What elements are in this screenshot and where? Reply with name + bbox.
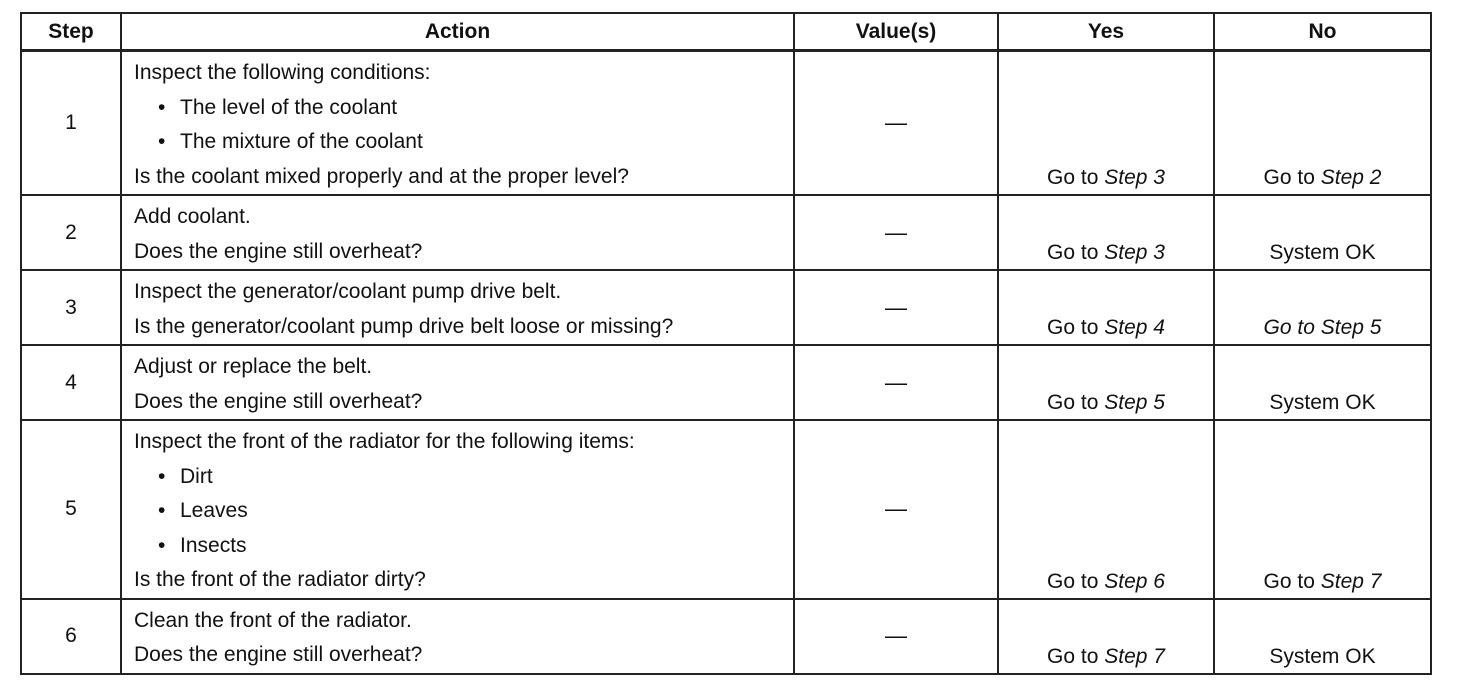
- no-cell: System OK: [1214, 195, 1431, 270]
- header-no: No: [1214, 13, 1431, 51]
- no-cell: [1214, 420, 1431, 599]
- action-question: Is the front of the radiator dirty?: [134, 568, 426, 591]
- table-row: [21, 51, 1431, 196]
- step-number: 5: [21, 420, 121, 599]
- yes-step-link: Step 6: [1104, 569, 1165, 593]
- yes-cell: [998, 599, 1214, 674]
- table-row: [21, 345, 1431, 420]
- value-cell: —: [794, 599, 998, 674]
- value-cell: —: [794, 420, 998, 599]
- yes-step-link: Step 5: [1104, 391, 1165, 414]
- action-cell: [121, 599, 794, 674]
- yes-prefix: Go to: [1047, 241, 1105, 264]
- yes-cell: [998, 345, 1214, 420]
- yes-cell: [998, 270, 1214, 345]
- bullet-icon: •: [158, 130, 166, 153]
- no-cell: [1214, 51, 1431, 196]
- action-bullet: [134, 494, 793, 529]
- header-values: Value(s): [794, 13, 998, 51]
- action-cell: [121, 195, 794, 270]
- action-question: Does the engine still overheat?: [134, 389, 423, 413]
- bullet-text: The mixture of the coolant: [180, 130, 423, 153]
- bullet-icon: •: [158, 95, 166, 119]
- action-bullet: [134, 529, 793, 564]
- table-row: [21, 195, 1431, 270]
- step-number: 4: [21, 345, 121, 420]
- step-number: 3: [21, 270, 121, 345]
- header-action: Action: [121, 13, 794, 51]
- action-question: Is the coolant mixed properly and at the proper level?: [134, 164, 629, 188]
- action-intro: Inspect the generator/coolant pump drive belt.: [134, 280, 562, 303]
- action-intro: Clean the front of the radiator.: [134, 608, 412, 632]
- table-row: [21, 599, 1431, 674]
- yes-cell: [998, 51, 1214, 196]
- yes-prefix: Go to: [1047, 316, 1105, 339]
- bullet-icon: •: [158, 499, 166, 522]
- step-number: 1: [21, 51, 121, 196]
- bullet-icon: •: [158, 464, 166, 488]
- yes-step-link: Step 4: [1104, 316, 1165, 339]
- value-cell: —: [794, 195, 998, 270]
- bullet-text: Insects: [180, 533, 247, 557]
- no-cell: System OK: [1214, 599, 1431, 674]
- header-step: Step: [21, 13, 121, 51]
- table-row: [21, 270, 1431, 345]
- no-prefix: Go to: [1263, 569, 1321, 593]
- yes-step-link: Step 7: [1104, 644, 1165, 668]
- action-intro: Inspect the front of the radiator for the following items:: [134, 430, 635, 453]
- action-question: Is the generator/coolant pump drive belt loose or missing?: [134, 314, 674, 338]
- value-cell: —: [794, 270, 998, 345]
- value-cell: —: [794, 345, 998, 420]
- bullet-text: Dirt: [180, 464, 213, 488]
- yes-prefix: Go to: [1047, 644, 1105, 668]
- yes-cell: [998, 420, 1214, 599]
- action-bullet: [134, 460, 793, 495]
- step-number: 2: [21, 195, 121, 270]
- yes-prefix: Go to: [1047, 569, 1105, 593]
- action-bullet: [134, 125, 793, 160]
- header-row: [21, 13, 1431, 51]
- action-question: Does the engine still overheat?: [134, 643, 423, 666]
- action-cell: [121, 420, 794, 599]
- no-step-link: Step 7: [1320, 569, 1382, 593]
- diagnostic-table: [20, 12, 1432, 675]
- bullet-text: Leaves: [180, 499, 248, 522]
- action-intro: Inspect the following conditions:: [134, 61, 431, 84]
- no-prefix: Go to: [1263, 166, 1321, 189]
- yes-prefix: Go to: [1047, 166, 1105, 189]
- yes-step-link: Step 3: [1104, 166, 1165, 189]
- header-yes: Yes: [998, 13, 1214, 51]
- table-row: [21, 420, 1431, 599]
- action-question: Does the engine still overheat?: [134, 239, 423, 263]
- no-cell: System OK: [1214, 345, 1431, 420]
- step-number: 6: [21, 599, 121, 674]
- value-cell: —: [794, 51, 998, 196]
- action-intro: Add coolant.: [134, 205, 251, 228]
- yes-prefix: Go to: [1047, 391, 1105, 414]
- action-cell: [121, 345, 794, 420]
- no-step-link: Step 2: [1320, 166, 1382, 189]
- action-bullet: [134, 91, 793, 126]
- bullet-icon: •: [158, 533, 166, 557]
- action-intro: Adjust or replace the belt.: [134, 355, 373, 378]
- action-cell: [121, 51, 794, 196]
- bullet-text: The level of the coolant: [180, 95, 398, 119]
- yes-cell: [998, 195, 1214, 270]
- action-cell: [121, 270, 794, 345]
- no-cell: Go to Step 5: [1214, 270, 1431, 345]
- yes-step-link: Step 3: [1104, 241, 1165, 264]
